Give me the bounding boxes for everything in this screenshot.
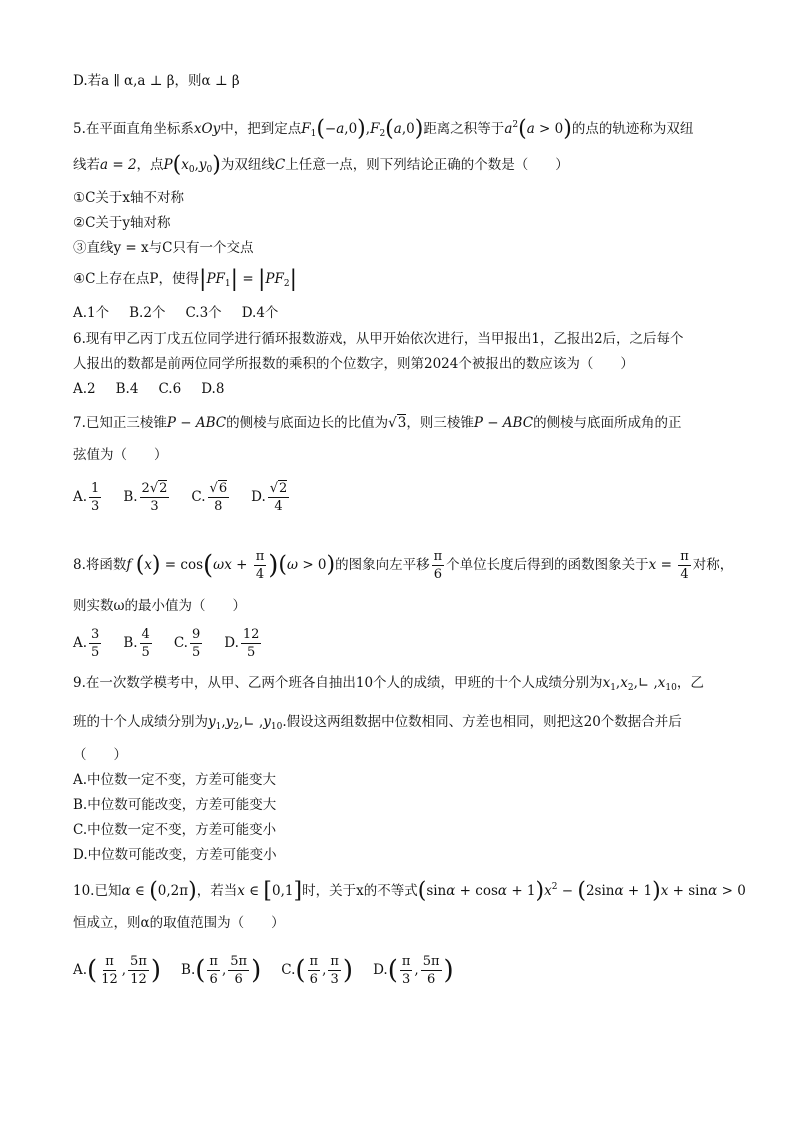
q7-option-d: D. $\frac{√2}{4}$ bbox=[251, 481, 288, 514]
q7-stem-line2: 弦值为（ ） bbox=[73, 447, 168, 463]
q9-option-d: D.中位数可能改变，方差可能变小 bbox=[73, 847, 277, 863]
q5-statement-1: ①C关于x轴不对称 bbox=[73, 190, 185, 206]
q9-stem-line2: 班的十个人成绩分别为$y_1,y_2,∟$ $,y_{10}$.假设这两组数据中位数相同、方差也相同，则把这20个数据合并后 bbox=[73, 714, 682, 732]
q8-options bbox=[73, 628, 283, 659]
q5-option-b: B.2个 bbox=[129, 305, 166, 321]
q8-option-a: A. $\frac{3}{5}$ bbox=[73, 627, 100, 660]
q8-option-b: B. $\frac{4}{5}$ bbox=[123, 627, 150, 660]
q6-option-d: D.8 bbox=[201, 381, 225, 397]
q6-option-a: A.2 bbox=[73, 381, 96, 397]
q10-option-a: A.( $\frac{\pi}{12}$ , $\frac{5\pi}{12}$ ) bbox=[73, 954, 162, 987]
q10-stem-line2: 恒成立，则α的取值范围为（ ） bbox=[73, 915, 285, 931]
q10-stem-line1: 10.已知α ∈ (0,2π)，若当x ∈ [0,1]时，关于x的不等式$(\sin\alpha + \cos\alpha + 1)x^2 - (2\sin\alpha + 1)x + \sin\alpha > 0$ bbox=[73, 878, 746, 904]
q8-stem-line2: 则实数ω的最小值为（ ） bbox=[73, 598, 247, 614]
q5-option-a: A.1个 bbox=[73, 305, 110, 321]
q8-option-c: C. $\frac{9}{5}$ bbox=[173, 627, 201, 660]
q5-option-c: C.3个 bbox=[185, 305, 222, 321]
q7-option-b: B. $\frac{2√2}{3}$ bbox=[123, 481, 168, 514]
q9-option-b: B.中位数可能改变，方差可能变大 bbox=[73, 797, 277, 813]
q9-option-a: A.中位数一定不变，方差可能变大 bbox=[73, 772, 277, 788]
q6-option-c: C.6 bbox=[158, 381, 182, 397]
q5-options bbox=[73, 304, 298, 322]
q8-option-d: D. $\frac{12}{5}$ bbox=[224, 627, 260, 660]
q6-stem-line1: 6.现有甲乙丙丁戊五位同学进行循环报数游戏，从甲开始依次进行，当甲报出1，乙报出2后，之后每个 bbox=[73, 331, 684, 347]
q9-option-c: C.中位数一定不变，方差可能变小 bbox=[73, 822, 277, 838]
q5-stem-line2: 线若a = 2，点$P(x_0,y_0)$为双纽线C上任意一点，则下列结论正确的个数是（ ） bbox=[73, 152, 569, 178]
q7-option-a: A. $\frac{1}{3}$ bbox=[73, 481, 100, 514]
q6-options bbox=[73, 380, 244, 398]
q7-stem-line1: 7.已知正三棱锥P − ABC的侧棱与底面边长的比值为√3，则三棱锥P − ABC的侧棱与底面所成角的正 bbox=[73, 415, 682, 431]
q10-options bbox=[73, 955, 474, 986]
q9-stem-line1: 9.在一次数学模考中，从甲、乙两个班各自抽出10个人的成绩，甲班的十个人成绩分别为$x_1,x_2,∟$ $,x_{10}$，乙 bbox=[73, 675, 704, 693]
q5-statement-4: ④C上存在点P，使得$|PF_1| = |PF_2|$ bbox=[73, 266, 297, 292]
q5-stem-line1: 5.在平面直角坐标系xOy中，把到定点$F_1(-a,0),F_2(a,0)$距离之积等于$a^2(a > 0)$的点的轨迹称为双纽 bbox=[73, 116, 694, 142]
q9-stem-line3: （ ） bbox=[73, 747, 127, 763]
q4-option-d: D.若a ∥ α,a ⊥ β，则α ⊥ β bbox=[73, 73, 240, 89]
q6-option-b: B.4 bbox=[115, 381, 139, 397]
q10-option-d: D.( $\frac{\pi}{3}$ , $\frac{5\pi}{6}$ ) bbox=[373, 954, 454, 987]
q8-stem-line1: 8.将函数f (x) = cos(ωx + $\frac{\pi}{4}$ )(ω > 0)的图象向左平移 $\frac{\pi}{6}$ 个单位长度后得到的函数图象关于x = $\frac{\pi}{4}$ 对称， bbox=[73, 549, 734, 582]
q5-statement-3: ③直线y = x与C只有一个交点 bbox=[73, 240, 254, 256]
q10-option-c: C.( $\frac{\pi}{6}$ , $\frac{\pi}{3}$ ) bbox=[281, 954, 354, 987]
q5-statement-2: ②C关于y轴对称 bbox=[73, 215, 171, 231]
q5-option-d: D.4个 bbox=[241, 305, 279, 321]
q7-option-c: C. $\frac{√6}{8}$ bbox=[191, 481, 228, 514]
q6-stem-line2: 人报出的数都是前两位同学所报数的乘积的个位数字，则第2024个被报出的数应该为（ ） bbox=[73, 356, 634, 372]
q10-option-b: B.( $\frac{\pi}{6}$ , $\frac{5\pi}{6}$ ) bbox=[181, 954, 262, 987]
q7-options bbox=[73, 482, 311, 513]
